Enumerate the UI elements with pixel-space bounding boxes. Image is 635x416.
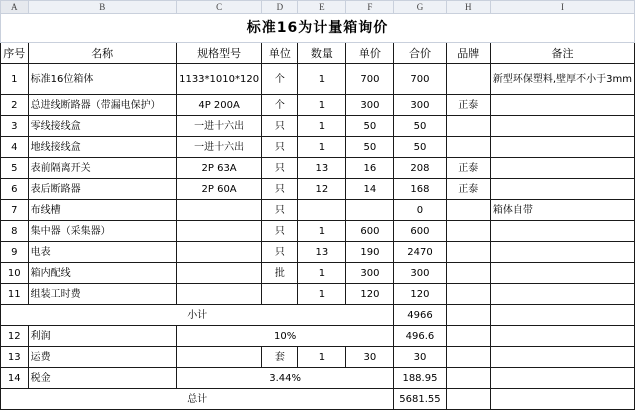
table-row [1,64,635,95]
header-name[interactable]: 名称 [28,43,176,64]
sheet-title[interactable]: 标准16为计量箱询价 [1,14,635,43]
column-header-i[interactable]: I [490,1,634,14]
cell-total[interactable]: 168 [394,179,446,200]
cell-brand[interactable] [446,137,490,158]
cell-unit[interactable]: 套 [262,347,298,368]
cell-brand[interactable] [446,116,490,137]
cell-name[interactable]: 箱内配线 [28,263,176,284]
table-header-row [1,43,635,64]
cell-note[interactable] [490,305,634,326]
cell-name[interactable]: 表前隔离开关 [28,158,176,179]
header-qty[interactable]: 数量 [298,43,346,64]
cell-price[interactable] [346,200,394,221]
table-row [1,284,635,305]
cell-unit[interactable]: 只 [262,116,298,137]
cell-unit[interactable]: 只 [262,221,298,242]
cell-seq[interactable]: 7 [1,200,29,221]
cell-seq[interactable]: 6 [1,179,29,200]
cell-spec[interactable]: 1133*1010*120 [176,64,262,95]
cell-brand[interactable] [446,284,490,305]
cell-note[interactable]: 新型环保塑料,壁厚不小于3mm [490,64,634,95]
header-unit[interactable]: 单位 [262,43,298,64]
cell-spec[interactable] [176,242,262,263]
column-header-d[interactable]: D [262,1,298,14]
cell-qty[interactable] [298,200,346,221]
column-header-e[interactable]: E [298,1,346,14]
cell-unit[interactable]: 只 [262,242,298,263]
cell-seq[interactable]: 13 [1,347,29,368]
header-spec[interactable]: 规格型号 [176,43,262,64]
cell-qty[interactable]: 12 [298,179,346,200]
cell-price[interactable]: 30 [346,347,394,368]
column-header-row [1,1,635,14]
subtotal-row [1,305,635,326]
cell-name[interactable]: 利润 [28,326,176,347]
cell-name[interactable]: 集中器（采集器） [28,221,176,242]
cell-brand[interactable] [446,263,490,284]
subtotal-value[interactable]: 4966 [394,305,446,326]
cell-name[interactable]: 组装工时费 [28,284,176,305]
cell-qty[interactable]: 1 [298,347,346,368]
cell-seq[interactable]: 8 [1,221,29,242]
header-note[interactable]: 备注 [490,43,634,64]
cell-note[interactable] [490,116,634,137]
profit-rate[interactable]: 10% [176,326,394,347]
cell-spec[interactable]: 2P 60A [176,179,262,200]
table-row [1,242,635,263]
cell-note[interactable]: 箱体自带 [490,200,634,221]
cell-brand[interactable] [446,200,490,221]
cell-name[interactable]: 电表 [28,242,176,263]
cell-price[interactable]: 600 [346,221,394,242]
cell-name[interactable]: 税金 [28,368,176,389]
cell-total[interactable]: 30 [394,347,446,368]
cell-seq[interactable]: 14 [1,368,29,389]
cell-qty[interactable]: 1 [298,221,346,242]
cell-brand[interactable]: 正泰 [446,95,490,116]
cell-qty[interactable]: 1 [298,137,346,158]
cell-total[interactable]: 0 [394,200,446,221]
header-seq[interactable]: 序号 [1,43,29,64]
cell-unit[interactable]: 个 [262,95,298,116]
cell-note[interactable] [490,263,634,284]
cell-price[interactable]: 16 [346,158,394,179]
cell-price[interactable]: 120 [346,284,394,305]
tax-value[interactable]: 188.95 [394,368,446,389]
cell-price[interactable]: 700 [346,64,394,95]
cell-spec[interactable]: 2P 63A [176,158,262,179]
cell-qty[interactable]: 1 [298,284,346,305]
cell-spec[interactable]: 4P 200A [176,95,262,116]
cell-unit[interactable]: 只 [262,200,298,221]
cell-price[interactable]: 14 [346,179,394,200]
cell-name[interactable]: 表后断路器 [28,179,176,200]
cell-seq[interactable]: 11 [1,284,29,305]
cell-unit[interactable]: 个 [262,64,298,95]
cell-price[interactable]: 300 [346,95,394,116]
cell-seq[interactable]: 12 [1,326,29,347]
profit-value[interactable]: 496.6 [394,326,446,347]
cell-note[interactable] [490,326,634,347]
cell-name[interactable]: 标准16位箱体 [28,64,176,95]
column-header-c[interactable]: C [176,1,262,14]
cell-spec[interactable] [176,263,262,284]
grand-total-value[interactable]: 5681.55 [394,389,446,410]
cell-name[interactable]: 零线接线盒 [28,116,176,137]
header-price[interactable]: 单价 [346,43,394,64]
grand-total-row [1,389,635,410]
cell-brand[interactable] [446,64,490,95]
header-total[interactable]: 合价 [394,43,446,64]
cell-name[interactable]: 布线槽 [28,200,176,221]
subtotal-label[interactable]: 小计 [1,305,394,326]
cell-note[interactable] [490,158,634,179]
cell-qty[interactable]: 1 [298,95,346,116]
cell-total[interactable]: 300 [394,263,446,284]
cell-price[interactable]: 190 [346,242,394,263]
cell-name[interactable]: 总进线断路器（带漏电保护） [28,95,176,116]
cell-seq[interactable]: 2 [1,95,29,116]
cell-name[interactable]: 地线接线盒 [28,137,176,158]
cell-note[interactable] [490,221,634,242]
cell-brand[interactable] [446,221,490,242]
header-brand[interactable]: 品牌 [446,43,490,64]
cell-brand[interactable]: 正泰 [446,179,490,200]
cell-seq[interactable]: 3 [1,116,29,137]
table-row [1,95,635,116]
cell-seq[interactable]: 5 [1,158,29,179]
cell-note[interactable] [490,368,634,389]
cell-brand[interactable] [446,389,490,410]
cell-spec[interactable] [176,347,262,368]
cell-brand[interactable] [446,326,490,347]
cell-unit[interactable]: 只 [262,179,298,200]
cell-price[interactable]: 50 [346,116,394,137]
table-row [1,263,635,284]
cell-note[interactable] [490,347,634,368]
cell-note[interactable] [490,242,634,263]
cell-seq[interactable]: 10 [1,263,29,284]
column-header-b[interactable]: B [28,1,176,14]
cell-spec[interactable]: 一进十六出 [176,116,262,137]
column-header-g[interactable]: G [394,1,446,14]
cell-seq[interactable]: 1 [1,64,29,95]
cell-total[interactable]: 700 [394,64,446,95]
cell-spec[interactable]: 一进十六出 [176,137,262,158]
cell-total[interactable]: 50 [394,137,446,158]
cell-spec[interactable] [176,221,262,242]
cell-total[interactable]: 50 [394,116,446,137]
tax-rate[interactable]: 3.44% [176,368,394,389]
table-row [1,221,635,242]
table-row [1,179,635,200]
freight-row [1,347,635,368]
cell-total[interactable]: 300 [394,95,446,116]
cell-seq[interactable]: 4 [1,137,29,158]
tax-row [1,368,635,389]
cell-brand[interactable] [446,347,490,368]
column-header-f[interactable]: F [346,1,394,14]
cell-name[interactable]: 运费 [28,347,176,368]
cell-total[interactable]: 600 [394,221,446,242]
cell-brand[interactable] [446,305,490,326]
table-row [1,158,635,179]
cell-total[interactable]: 120 [394,284,446,305]
column-header-a[interactable]: A [1,1,29,14]
cell-brand[interactable] [446,242,490,263]
cell-brand[interactable]: 正泰 [446,158,490,179]
cell-price[interactable]: 50 [346,137,394,158]
table-row [1,137,635,158]
cell-seq[interactable]: 9 [1,242,29,263]
cell-total[interactable]: 2470 [394,242,446,263]
cell-note[interactable] [490,137,634,158]
column-header-h[interactable]: H [446,1,490,14]
table-row [1,116,635,137]
cell-brand[interactable] [446,368,490,389]
cell-total[interactable]: 208 [394,158,446,179]
cell-qty[interactable]: 1 [298,116,346,137]
cell-spec[interactable] [176,200,262,221]
cell-unit[interactable]: 批 [262,263,298,284]
cell-qty[interactable]: 13 [298,158,346,179]
cell-qty[interactable]: 13 [298,242,346,263]
cell-price[interactable]: 300 [346,263,394,284]
cell-note[interactable] [490,179,634,200]
cell-spec[interactable] [176,284,262,305]
profit-row [1,326,635,347]
cell-unit[interactable]: 只 [262,158,298,179]
title-row [1,14,635,43]
cell-unit[interactable]: 只 [262,137,298,158]
table-row [1,200,635,221]
cell-note[interactable] [490,284,634,305]
cell-qty[interactable]: 1 [298,263,346,284]
grand-total-label[interactable]: 总计 [1,389,394,410]
cell-note[interactable] [490,95,634,116]
cell-qty[interactable]: 1 [298,64,346,95]
cell-unit[interactable] [262,284,298,305]
cell-note[interactable] [490,389,634,410]
